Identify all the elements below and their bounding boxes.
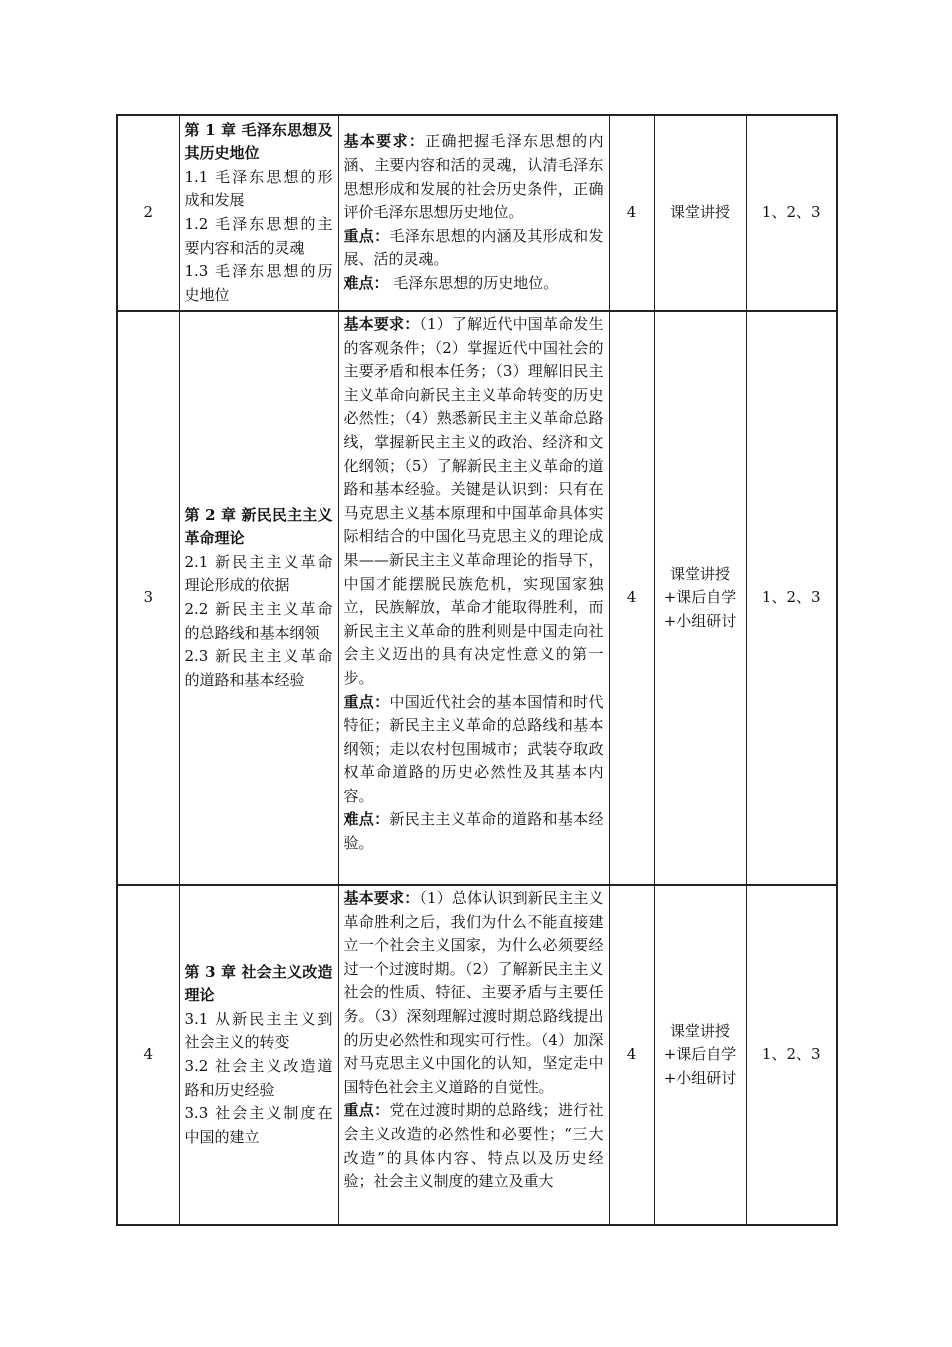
basic-text: 正确把握毛泽东思想的内涵、主要内容和活的灵魂，认清毛泽东思想形成和发展的社会历史条件，正确评价毛泽东思想历史地位。	[343, 132, 604, 222]
difficult-points	[344, 808, 604, 855]
difficult-points	[344, 272, 604, 296]
week-number: 4	[117, 885, 179, 1225]
table-row	[117, 311, 837, 885]
syllabus-table	[116, 114, 838, 1226]
key-label: 重点：	[343, 692, 390, 711]
basic-text: （1）了解近代中国革命发生的客观条件；（2）掌握近代中国社会的主要矛盾和根本任务；（3）理解旧民主主义革命向新民主主义革命转变的历史必然性；（4）熟悉新民主主义革命总路线，掌握新民主主义的政治、经济和文化纲领；（5）了解新民主主义革命的道路和基本经验。关键是认识到：只有在马克思主义基本原理和中国革命具体实际相结合的中国化马克思主义的理论成果——新民主主义革命理论的指导下，中国才能摆脱民族危机，实现国家独立，民族解放，革命才能取得胜利，而新民主主义革命的胜利则是中国走向社会主义迈出的具有决定性意义的第一步。	[343, 315, 604, 687]
table-row	[117, 885, 837, 1225]
basic-requirements	[344, 130, 604, 224]
requirements-cell	[338, 885, 609, 1225]
section-item: 3.2 社会主义改造道路和历史经验	[184, 1057, 333, 1099]
hours-cell: 4	[609, 885, 654, 1225]
difficult-text: 毛泽东思想的历史地位。	[388, 273, 559, 292]
section-item: 3.1 从新民主主义到社会主义的转变	[184, 1009, 333, 1052]
key-label: 重点：	[343, 226, 390, 245]
basic-label: 基本要求：	[343, 315, 420, 333]
goals-cell: 1、2、3	[746, 115, 837, 311]
chapter-title: 第 3 章 社会主义改造理论	[184, 962, 333, 1005]
section-item: 2.2 新民主主义革命的总路线和基本纲领	[184, 600, 333, 642]
week-number: 3	[117, 311, 179, 885]
table-row	[117, 115, 837, 311]
hours-cell: 4	[609, 311, 654, 885]
difficult-label: 难点：	[343, 810, 390, 829]
difficult-label: 难点：	[343, 273, 389, 292]
requirements-cell	[338, 115, 609, 311]
chapter-cell	[179, 115, 338, 311]
key-points	[344, 1099, 604, 1193]
key-text: 中国近代社会的基本国情和时代特征；新民主主义革命的总路线和基本纲领；走以农村包围城市；武装夺取政权革命道路的历史必然性及其基本内容。	[343, 692, 604, 805]
key-points	[344, 691, 604, 809]
chapter-cell	[179, 885, 338, 1225]
chapter-title: 第 1 章 毛泽东思想及其历史地位	[184, 120, 333, 163]
goals-cell: 1、2、3	[746, 885, 837, 1225]
key-text: 党在过渡时期的总路线；进行社会主义改造的必然性和必要性；“三大改造”的具体内容、特点以及历史经验；社会主义制度的建立及重大	[343, 1101, 604, 1191]
difficult-text: 新民主主义革命的道路和基本经验。	[343, 810, 604, 853]
goals-cell: 1、2、3	[746, 311, 837, 885]
basic-label: 基本要求：	[343, 889, 420, 907]
section-item: 1.2 毛泽东思想的主要内容和活的灵魂	[184, 215, 333, 257]
key-points	[344, 225, 604, 272]
section-item: 2.3 新民主主义革命的道路和基本经验	[184, 647, 333, 689]
section-item: 1.1 毛泽东思想的形成和发展	[184, 167, 333, 210]
method-cell: 课堂讲授+课后自学+小组研讨	[654, 885, 746, 1225]
key-text: 毛泽东思想的内涵及其形成和发展、活的灵魂。	[343, 226, 604, 269]
basic-text: （1）总体认识到新民主主义革命胜利之后，我们为什么不能直接建立一个社会主义国家，为什么必须要经过一个过渡时期。（2）了解新民主主义社会的性质、特征、主要矛盾与主要任务。（3）深刻理解过渡时期总路线提出的历史必然性和现实可行性。（4）加深对马克思主义中国化的认知，坚定走中国特色社会主义道路的自觉性。	[343, 889, 604, 1096]
method-cell: 课堂讲授+课后自学+小组研讨	[654, 311, 746, 885]
chapter-cell	[179, 311, 338, 885]
week-number: 2	[117, 115, 179, 311]
basic-requirements	[344, 887, 604, 1099]
basic-label: 基本要求：	[343, 132, 426, 151]
key-label: 重点：	[343, 1101, 390, 1120]
basic-requirements	[344, 313, 604, 691]
requirements-cell	[338, 311, 609, 885]
section-item: 3.3 社会主义制度在中国的建立	[184, 1104, 333, 1146]
hours-cell: 4	[609, 115, 654, 311]
section-item: 2.1 新民主主义革命理论形成的依据	[184, 552, 333, 595]
method-cell: 课堂讲授	[654, 115, 746, 311]
chapter-title: 第 2 章 新民民主主义革命理论	[184, 505, 333, 548]
section-item: 1.3 毛泽东思想的历史地位	[184, 262, 333, 304]
